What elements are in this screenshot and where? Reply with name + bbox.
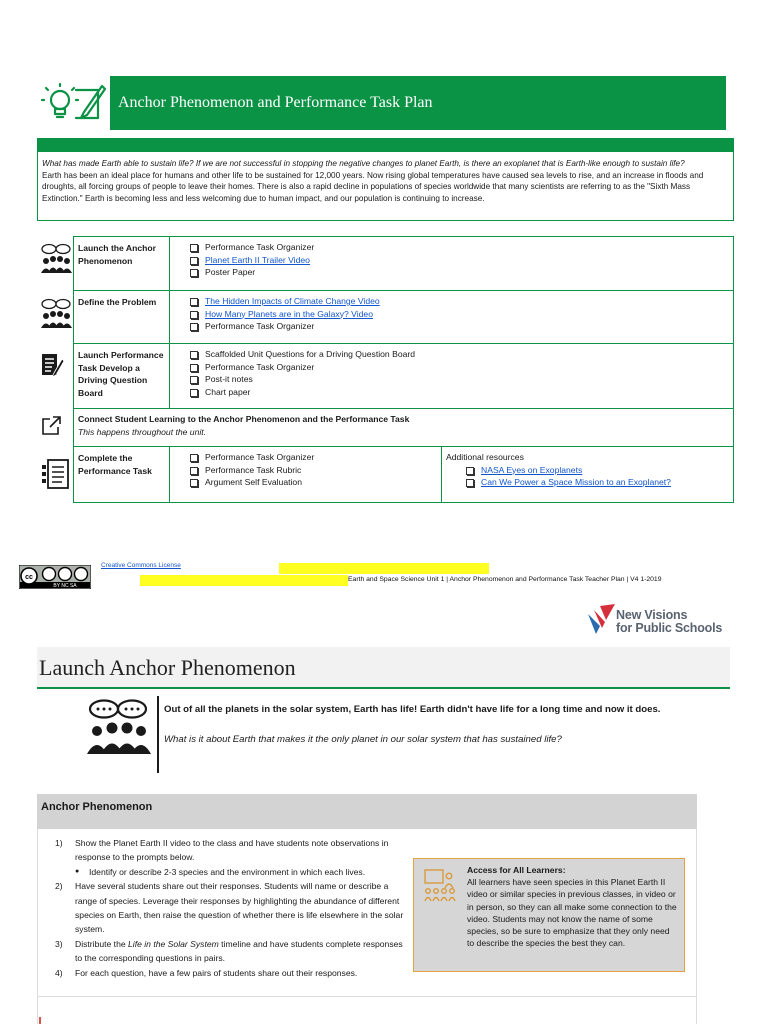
step-bullet: ● Identify or describe 2-3 species and the environment in which each lives. [55, 865, 407, 879]
svg-text:cc: cc [25, 574, 33, 581]
additional-resources [442, 447, 733, 502]
list-item: Performance Task Organizer [190, 320, 733, 333]
page-title: Anchor Phenomenon and Performance Task Plan [118, 94, 433, 111]
step-text: Show the Planet Earth II video to the class and have students note observations in response to the prompts below. [75, 838, 389, 863]
step-text-post: timeline and have students complete responses to the corresponding questions in pairs. [75, 938, 403, 964]
divider-bar [37, 138, 734, 151]
new-visions-logo-icon [586, 604, 616, 636]
cc-badge-text: BY NC SA [53, 583, 77, 589]
row-materials [170, 447, 442, 502]
highlight-mark [140, 575, 348, 586]
link-planet-earth-trailer[interactable]: Planet Earth II Trailer Video [190, 254, 733, 267]
driving-question: What has made Earth able to sustain life? If we are not successful in stopping the negative changes to planet Earth, is there an exoplanet that is Earth-like enough to sustain life? [42, 159, 685, 168]
plan-row-define-problem [73, 290, 734, 343]
row-label: Define the Problem [74, 291, 170, 343]
access-title: Access for All Learners: [467, 865, 566, 875]
connect-title: Connect Student Learning to the Anchor Phenomenon and the Performance Task [78, 414, 410, 424]
lightbulb-pencil-icon [40, 82, 108, 126]
intro-box [37, 151, 734, 221]
list-item: Performance Task Organizer [190, 361, 733, 374]
row-label: Launch Performance Task Develop a Driving Question Board [74, 344, 170, 408]
brand-line2: for Public Schools [616, 621, 723, 635]
access-body: All learners have seen species in this Planet Earth II video or similar species in previous classes, in video or in person, so they can all make some connection to the video. Students may not know the name of some species, so be sure to emphasize that they only need to describe the species the best they can. [467, 877, 677, 949]
link-space-mission[interactable]: Can We Power a Space Mission to an Exoplanet? [466, 476, 729, 489]
list-item: Argument Self Evaluation [190, 476, 441, 489]
creative-commons-badge-icon [19, 565, 91, 589]
step-text-title: Life in the Solar System [128, 938, 219, 949]
classroom-presentation-icon [423, 868, 457, 904]
step-number: 4) [55, 967, 63, 978]
brand-line1: New Visions [616, 608, 688, 622]
row-label: Complete the Performance Task [74, 447, 170, 502]
step-number: 1) [55, 838, 63, 848]
crowd-discussion-icon [40, 298, 72, 328]
highlight-mark [279, 563, 489, 574]
step-item [55, 879, 407, 937]
step-number: 3) [55, 938, 63, 949]
step-text: For each question, have a few pairs of students share out their responses. [75, 967, 358, 978]
step-item [55, 836, 407, 865]
footer-text: Earth and Space Science Unit 1 | Anchor Phenomenon and Performance Task Teacher Plan | V4 1-2019 [348, 576, 662, 583]
phenomenon-statement: Out of all the planets in the solar system, Earth has life! Earth didn't have life for a long time and now it does. [164, 704, 661, 715]
step-number: 2) [55, 881, 63, 892]
step-item [55, 966, 407, 980]
access-text [467, 864, 679, 949]
panel-body-continued [37, 997, 697, 1024]
notepad-pencil-icon [40, 351, 64, 379]
external-link-icon [40, 415, 62, 437]
divider [157, 696, 159, 773]
brand-name [616, 609, 722, 635]
list-item: Chart paper [190, 386, 733, 399]
row-materials [170, 237, 733, 290]
plan-row-complete-task [73, 446, 734, 503]
connect-subtitle: This happens throughout the unit. [78, 426, 207, 437]
panel-title: Anchor Phenomenon [41, 801, 153, 813]
plan-row-launch-anchor [73, 236, 734, 290]
row-materials [170, 291, 733, 343]
list-item: Post-it notes [190, 373, 733, 386]
instruction-steps [55, 836, 407, 980]
list-item: Performance Task Rubric [190, 464, 441, 477]
link-planets-galaxy-video[interactable]: How Many Planets are in the Galaxy? Video [190, 308, 733, 321]
plan-row-connect [73, 408, 734, 446]
step-text: Have several students share out their responses. Students will name or describe a range of species. Leverage their responses by highlighting the abundance of different species on Earth, then raise the question of whether there is life elsewhere in the solar system. [75, 881, 404, 935]
phenomenon-question: What is it about Earth that makes it the only planet in our solar system that has sustained life? [164, 734, 562, 745]
row-materials [170, 344, 733, 408]
row-label: Launch the Anchor Phenomenon [74, 237, 170, 290]
crowd-discussion-icon [40, 243, 72, 273]
link-nasa-eyes[interactable]: NASA Eyes on Exoplanets [466, 464, 729, 477]
checklist-icon [40, 457, 72, 491]
section-title: Launch Anchor Phenomenon [39, 655, 296, 680]
additional-title: Additional resources [446, 452, 524, 462]
crowd-discussion-icon [85, 698, 153, 754]
list-item: Poster Paper [190, 266, 733, 279]
cc-license-link[interactable]: Creative Commons License [101, 562, 181, 569]
list-item: Performance Task Organizer [190, 451, 441, 464]
list-item: Scaffolded Unit Questions for a Driving Question Board [190, 348, 733, 361]
list-item: Performance Task Organizer [190, 241, 733, 254]
link-climate-change-video[interactable]: The Hidden Impacts of Climate Change Video [190, 295, 733, 308]
intro-body: Earth has been an ideal place for humans and other life to be sustained for 12,000 years. Now rising global temperatures have caused sea levels to rise, and an increase in floods and droughts, all forcing groups of people to leave their homes. There is also a rapid decline in populations of species worldwide that many scientists are referring to as the "Sixth Mass Extinction." Earth is becoming less and less welcoming due to human impact, and our population is continuing to increase. [42, 170, 704, 203]
margin-mark [39, 1017, 41, 1024]
step-item [55, 937, 407, 966]
plan-row-launch-task [73, 343, 734, 408]
step-text-pre: Distribute the [75, 938, 129, 949]
